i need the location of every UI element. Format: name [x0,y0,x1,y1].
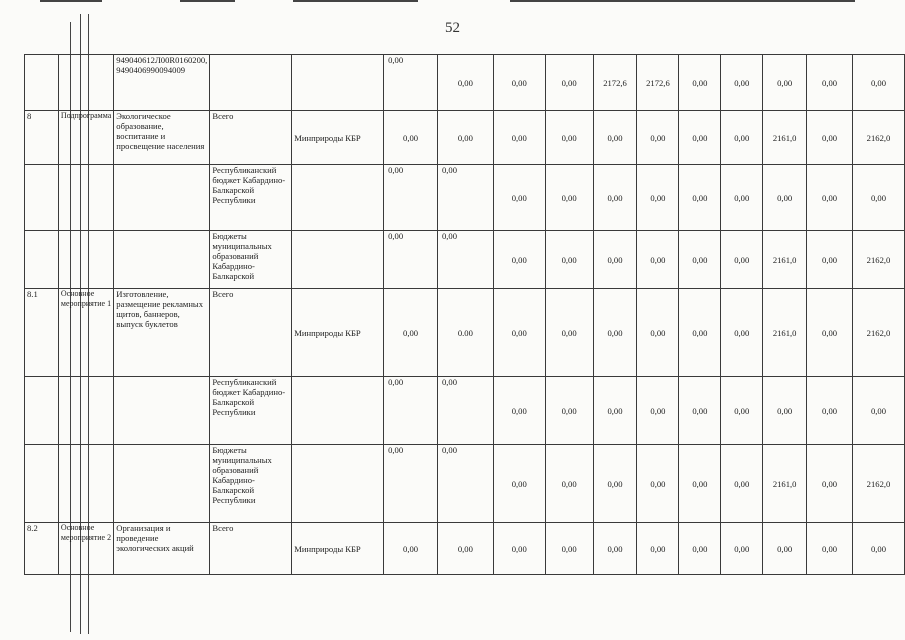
value-cell: 0,00 [721,111,763,165]
value-cell: 0,00 [679,523,721,575]
value-cell: 0,00 [593,523,637,575]
value-cell: 0,00 [807,445,853,523]
value-cell: 0,00 [679,55,721,111]
row-number-cell [25,165,59,231]
executor-cell [292,445,384,523]
row-number-cell [25,377,59,445]
value-cell: 0,00 [679,165,721,231]
value-cell: 0,00 [637,377,679,445]
value-cell: 0,00 [679,111,721,165]
value-cell: 0,00 [493,111,545,165]
row-name-cell [114,231,210,289]
value-cell: 0,00 [807,377,853,445]
row-name-cell [114,445,210,523]
funding-source-cell: Бюджеты муниципальных образований Кабардино-Балкарской Республики [210,445,292,523]
value-cell: 0,00 [493,445,545,523]
value-cell: 0,00 [493,377,545,445]
row-number-cell: 8 [25,111,59,165]
value-cell: 0,00 [593,289,637,377]
value-cell: 0,00 [545,231,593,289]
scan-line-top-1 [40,0,102,2]
row-name-cell: Экологическое образование, воспитание и просвещение населения [114,111,210,165]
value-cell: 0,00 [437,55,493,111]
table-row [25,289,905,377]
value-cell: 2161,0 [763,111,807,165]
value-cell: 0,00 [437,231,493,289]
value-cell: 0,00 [593,377,637,445]
executor-cell [292,231,384,289]
value-cell: 2172,6 [593,55,637,111]
value-cell: 0,00 [384,523,438,575]
value-cell: 0,00 [637,523,679,575]
executor-cell: Минприроды КБР [292,523,384,575]
value-cell: 2162,0 [852,445,904,523]
row-type-cell [58,231,113,289]
value-cell: 2172,6 [637,55,679,111]
value-cell: 0,00 [545,523,593,575]
executor-cell: Минприроды КБР [292,111,384,165]
value-cell: 0,00 [493,165,545,231]
executor-cell [292,165,384,231]
value-cell: 0,00 [721,523,763,575]
value-cell: 0,00 [637,231,679,289]
table-row [25,523,905,575]
value-cell: 0,00 [593,111,637,165]
value-cell: 0,00 [763,377,807,445]
value-cell: 0,00 [545,445,593,523]
row-type-cell [58,377,113,445]
row-name-cell [114,165,210,231]
value-cell: 0,00 [852,377,904,445]
table-row [25,111,905,165]
value-cell: 0,00 [545,111,593,165]
row-name-cell: 949040612Л00R0160200, 9490406990094009 [114,55,210,111]
row-name-cell: Изготовление, размещение рекламных щитов, баннеров, выпуск буклетов [114,289,210,377]
funding-source-cell: Бюджеты муниципальных образований Кабардино-Балкарской [210,231,292,289]
value-cell: 0,00 [852,165,904,231]
value-cell: 0,00 [852,523,904,575]
executor-cell [292,377,384,445]
value-cell: 0,00 [807,231,853,289]
row-number-cell [25,55,59,111]
value-cell: 0,00 [437,111,493,165]
value-cell: 0,00 [384,111,438,165]
table-row [25,231,905,289]
value-cell: 0,00 [384,377,438,445]
value-cell: 0,00 [637,289,679,377]
value-cell: 0,00 [493,55,545,111]
value-cell: 0,00 [807,165,853,231]
value-cell: 0,00 [437,165,493,231]
executor-cell: Минприроды КБР [292,289,384,377]
funding-source-cell: Всего [210,523,292,575]
value-cell: 0,00 [721,231,763,289]
value-cell: 0,00 [679,289,721,377]
value-cell: 0,00 [384,445,438,523]
row-number-cell [25,445,59,523]
value-cell: 0,00 [721,165,763,231]
value-cell: 0,00 [721,377,763,445]
value-cell: 2162,0 [852,231,904,289]
funding-source-cell: Всего [210,289,292,377]
table-body [25,55,905,575]
value-cell: 0,00 [763,165,807,231]
value-cell: 0.00 [437,289,493,377]
value-cell: 0,00 [807,111,853,165]
value-cell: 0,00 [763,55,807,111]
value-cell: 0,00 [763,523,807,575]
row-name-cell: Организация и проведение экологических акций [114,523,210,575]
value-cell: 0,00 [721,289,763,377]
value-cell: 2162,0 [852,289,904,377]
table-row [25,55,905,111]
value-cell: 0,00 [545,55,593,111]
value-cell: 0,00 [593,445,637,523]
value-cell: 2162,0 [852,111,904,165]
value-cell: 0,00 [437,523,493,575]
value-cell: 0,00 [852,55,904,111]
funding-source-cell: Республиканский бюджет Кабардино-Балкарской Республики [210,165,292,231]
value-cell: 0,00 [721,445,763,523]
value-cell: 0,00 [493,231,545,289]
row-number-cell: 8.1 [25,289,59,377]
scan-line-top-2 [180,0,235,2]
value-cell: 0,00 [384,55,438,111]
value-cell: 2161,0 [763,231,807,289]
value-cell: 0,00 [807,523,853,575]
value-cell: 0,00 [384,289,438,377]
value-cell: 0,00 [807,55,853,111]
table-row [25,377,905,445]
funding-source-cell: Республиканский бюджет Кабардино-Балкарской Республики [210,377,292,445]
value-cell: 0,00 [637,445,679,523]
value-cell: 0,00 [593,231,637,289]
value-cell: 0,00 [593,165,637,231]
row-type-cell: Подпрограмма [58,111,113,165]
funding-source-cell: Всего [210,111,292,165]
value-cell: 0,00 [545,165,593,231]
row-number-cell: 8.2 [25,523,59,575]
row-type-cell [58,165,113,231]
value-cell: 0,00 [807,289,853,377]
value-cell: 0,00 [679,231,721,289]
row-name-cell [114,377,210,445]
value-cell: 0,00 [679,377,721,445]
value-cell: 0,00 [545,377,593,445]
row-type-cell [58,445,113,523]
row-type-cell: Основное мероприятие 1 [58,289,113,377]
value-cell: 0,00 [437,377,493,445]
value-cell: 2161,0 [763,289,807,377]
table-row [25,445,905,523]
value-cell: 0,00 [384,165,438,231]
value-cell: 0,00 [493,523,545,575]
value-cell: 0,00 [493,289,545,377]
executor-cell [292,55,384,111]
value-cell: 0,00 [437,445,493,523]
funding-source-cell [210,55,292,111]
value-cell: 0,00 [679,445,721,523]
value-cell: 0,00 [637,165,679,231]
scan-line-top-3 [293,0,418,2]
page-number: 52 [445,20,460,36]
row-type-cell [58,55,113,111]
table-row [25,165,905,231]
row-type-cell: Основное мероприятие 2 [58,523,113,575]
value-cell: 0,00 [545,289,593,377]
budget-table [24,54,905,575]
value-cell: 0,00 [637,111,679,165]
row-number-cell [25,231,59,289]
value-cell: 0,00 [721,55,763,111]
value-cell: 0,00 [384,231,438,289]
value-cell: 2161,0 [763,445,807,523]
scan-line-top-4 [510,0,855,2]
